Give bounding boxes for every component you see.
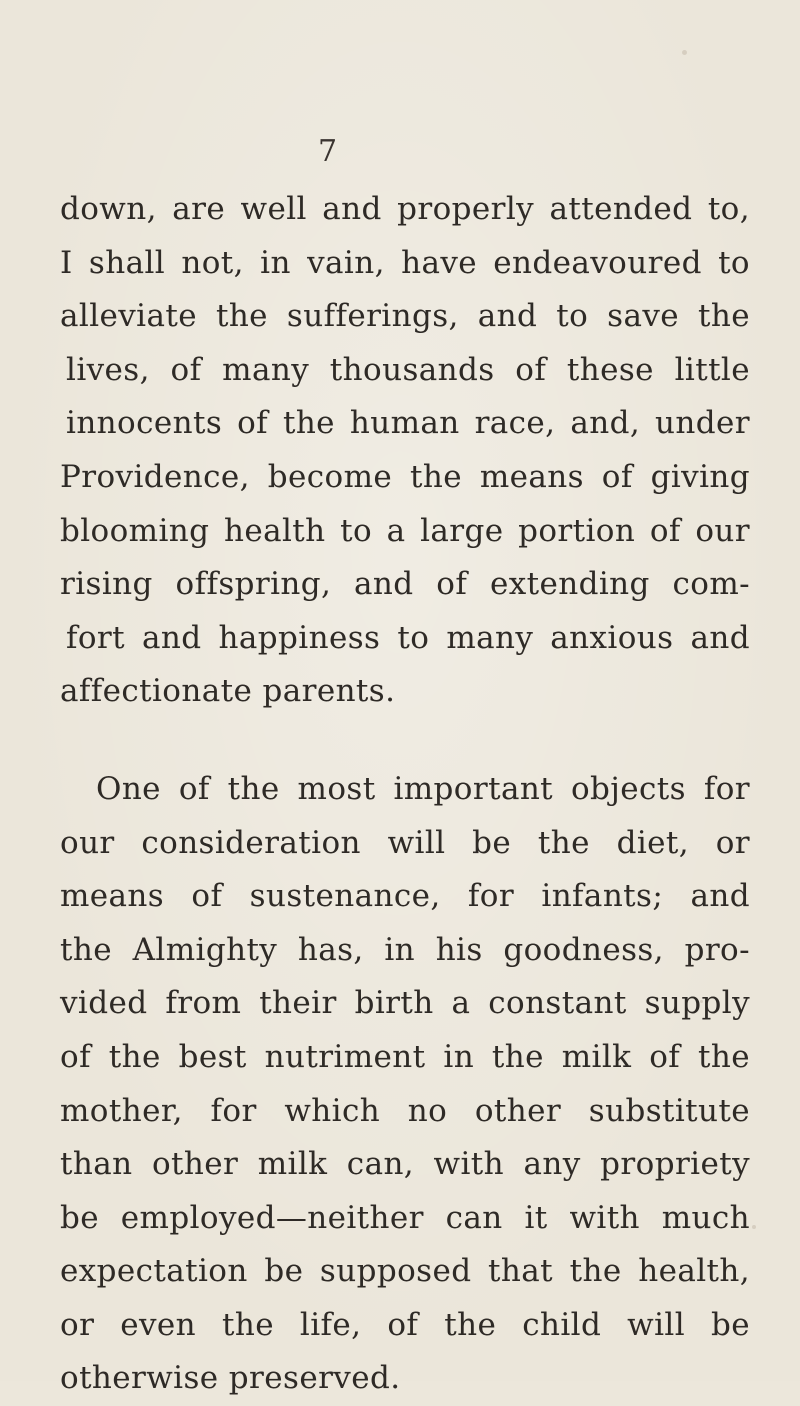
text-line: be employed—neither can it with much xyxy=(60,1199,750,1236)
text-line: than other milk can, with any propriety xyxy=(60,1146,750,1183)
text-line: Providence, become the means of giving xyxy=(60,458,750,495)
text-line: down, are well and properly attended to, xyxy=(60,191,750,227)
text-line: otherwise preserved. xyxy=(60,1360,401,1397)
text-line: mother, for which no other substitute xyxy=(60,1092,750,1129)
paragraph-gap xyxy=(60,719,750,763)
paper-speck xyxy=(682,50,687,55)
text-line: vided from their birth a constant supply xyxy=(60,985,750,1022)
page-number: 7 xyxy=(318,134,338,169)
paper-speck xyxy=(752,1225,756,1229)
text-line: innocents of the human race, and, under xyxy=(66,405,750,442)
text-line: the Almighty has, in his goodness, pro- xyxy=(60,931,750,968)
text-line: affectionate parents. xyxy=(60,673,396,710)
text-line: One of the most important objects for xyxy=(96,770,750,807)
text-line: fort and happiness to many anxious and xyxy=(66,619,750,656)
text-line: our consideration will be the diet, or xyxy=(60,824,750,861)
text-line: means of sustenance, for infants; and xyxy=(60,878,750,915)
text-line: of the best nutriment in the milk of the xyxy=(60,1038,750,1075)
text-line: expectation be supposed that the health, xyxy=(60,1253,750,1290)
text-line: alleviate the sufferings, and to save the xyxy=(60,298,750,335)
text-line: I shall not, in vain, have endeavoured to xyxy=(60,244,750,281)
paragraph-1 xyxy=(60,183,750,719)
text-line: lives, of many thousands of these little xyxy=(66,351,750,388)
paragraph-2 xyxy=(60,763,750,1406)
body-text xyxy=(60,183,750,1406)
text-line: rising offspring, and of extending com- xyxy=(60,566,750,603)
text-line: or even the life, of the child will be xyxy=(60,1306,750,1343)
text-line: blooming health to a large portion of our xyxy=(60,512,750,549)
